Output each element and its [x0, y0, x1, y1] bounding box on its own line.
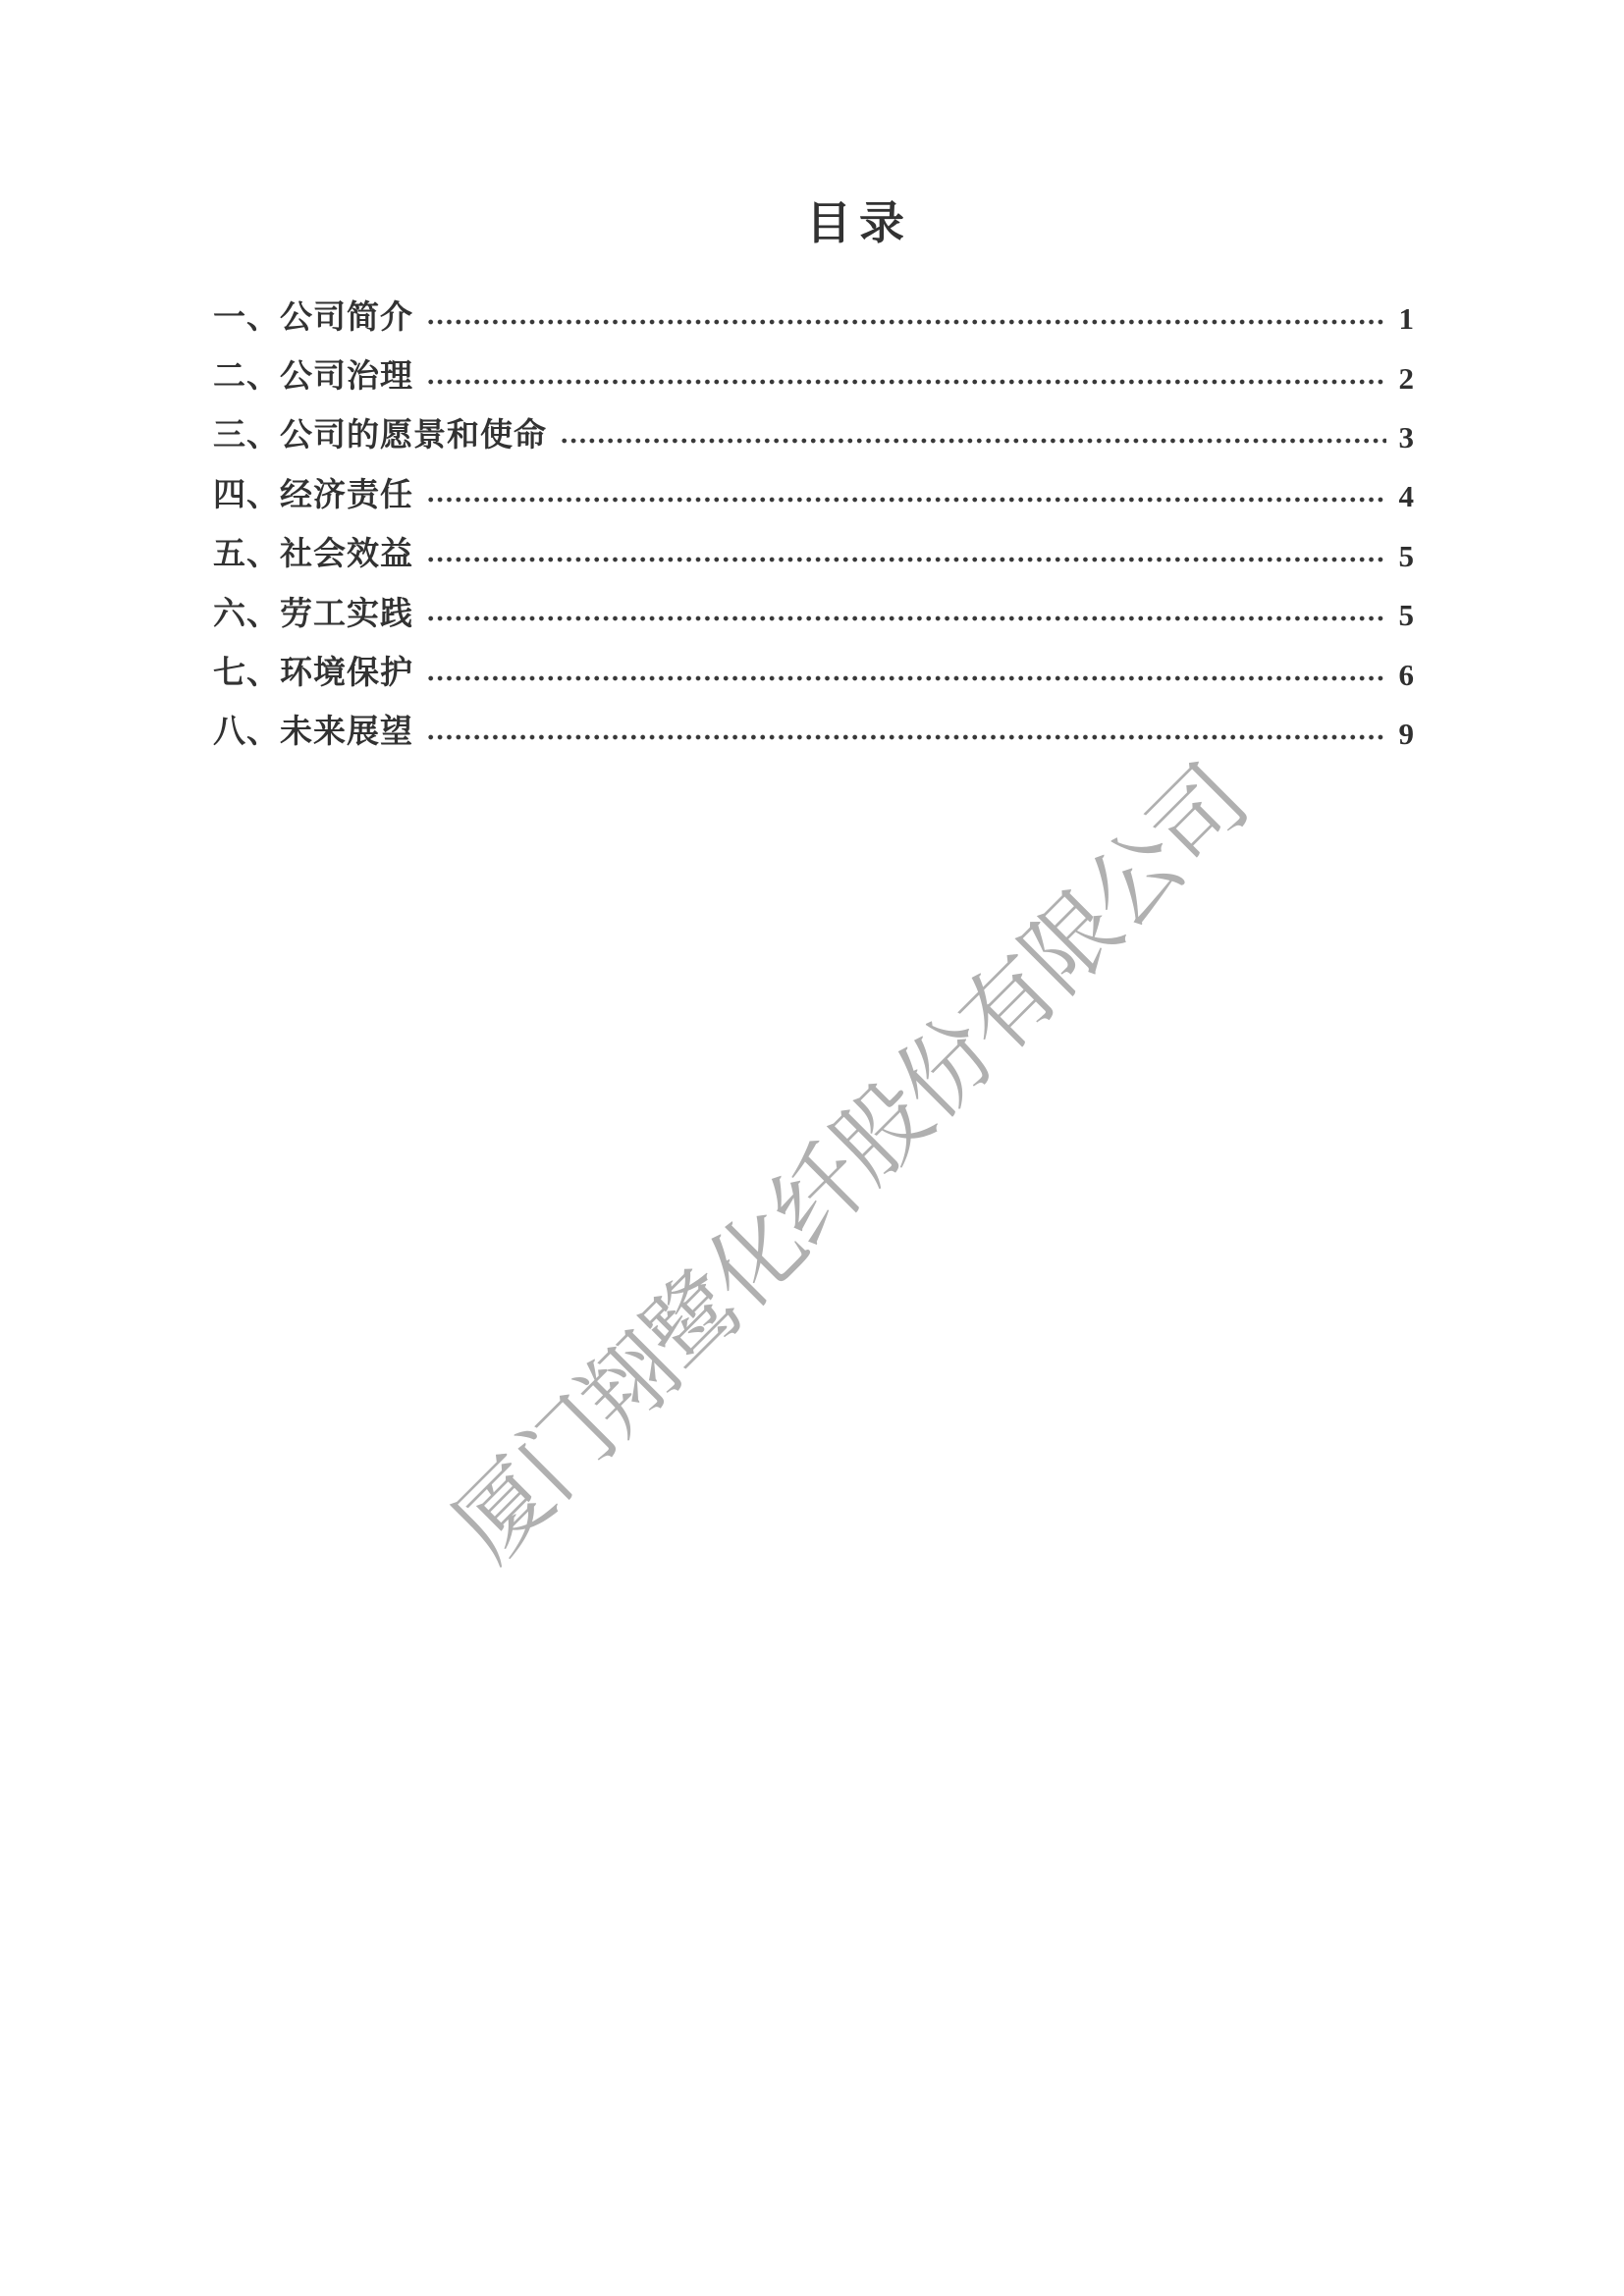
dotted-leader	[426, 557, 1386, 562]
dotted-leader	[426, 675, 1386, 681]
table-of-contents	[213, 285, 1414, 759]
dotted-leader	[426, 379, 1386, 385]
toc-entry	[213, 700, 1414, 759]
toc-entry	[213, 285, 1414, 344]
dotted-leader	[426, 734, 1386, 740]
toc-entry-label: 五、社会效益	[213, 537, 413, 573]
page-title-text: 目录	[806, 198, 912, 248]
company-watermark: 厦门翔鹭化纤股份有限公司	[435, 749, 1267, 1580]
toc-entry	[213, 344, 1414, 402]
toc-entry	[213, 581, 1414, 640]
toc-entry-page: 5	[1398, 538, 1414, 573]
toc-entry	[213, 522, 1414, 581]
toc-entry	[213, 403, 1414, 462]
toc-entry-label: 三、公司的愿景和使命	[213, 418, 547, 454]
toc-entry-label: 二、公司治理	[213, 359, 413, 396]
toc-entry-label: 四、经济责任	[213, 477, 413, 513]
toc-entry-label: 八、未来展望	[213, 715, 413, 751]
toc-entry-page: 2	[1398, 360, 1414, 396]
page-title	[0, 198, 1624, 250]
toc-entry-page: 1	[1398, 301, 1414, 337]
toc-entry-label: 六、劳工实践	[213, 596, 413, 632]
toc-entry	[213, 640, 1414, 699]
dotted-leader	[426, 319, 1386, 325]
toc-entry-page: 6	[1398, 657, 1414, 692]
toc-entry-page: 3	[1398, 419, 1414, 454]
toc-entry-label: 七、环境保护	[213, 656, 413, 692]
toc-entry-label: 一、公司简介	[213, 299, 413, 336]
toc-entry	[213, 462, 1414, 521]
dotted-leader	[560, 438, 1386, 444]
dotted-leader	[426, 615, 1386, 621]
dotted-leader	[426, 497, 1386, 503]
toc-entry-page: 5	[1398, 598, 1414, 633]
toc-entry-page: 4	[1398, 479, 1414, 514]
toc-entry-page: 9	[1398, 716, 1414, 751]
